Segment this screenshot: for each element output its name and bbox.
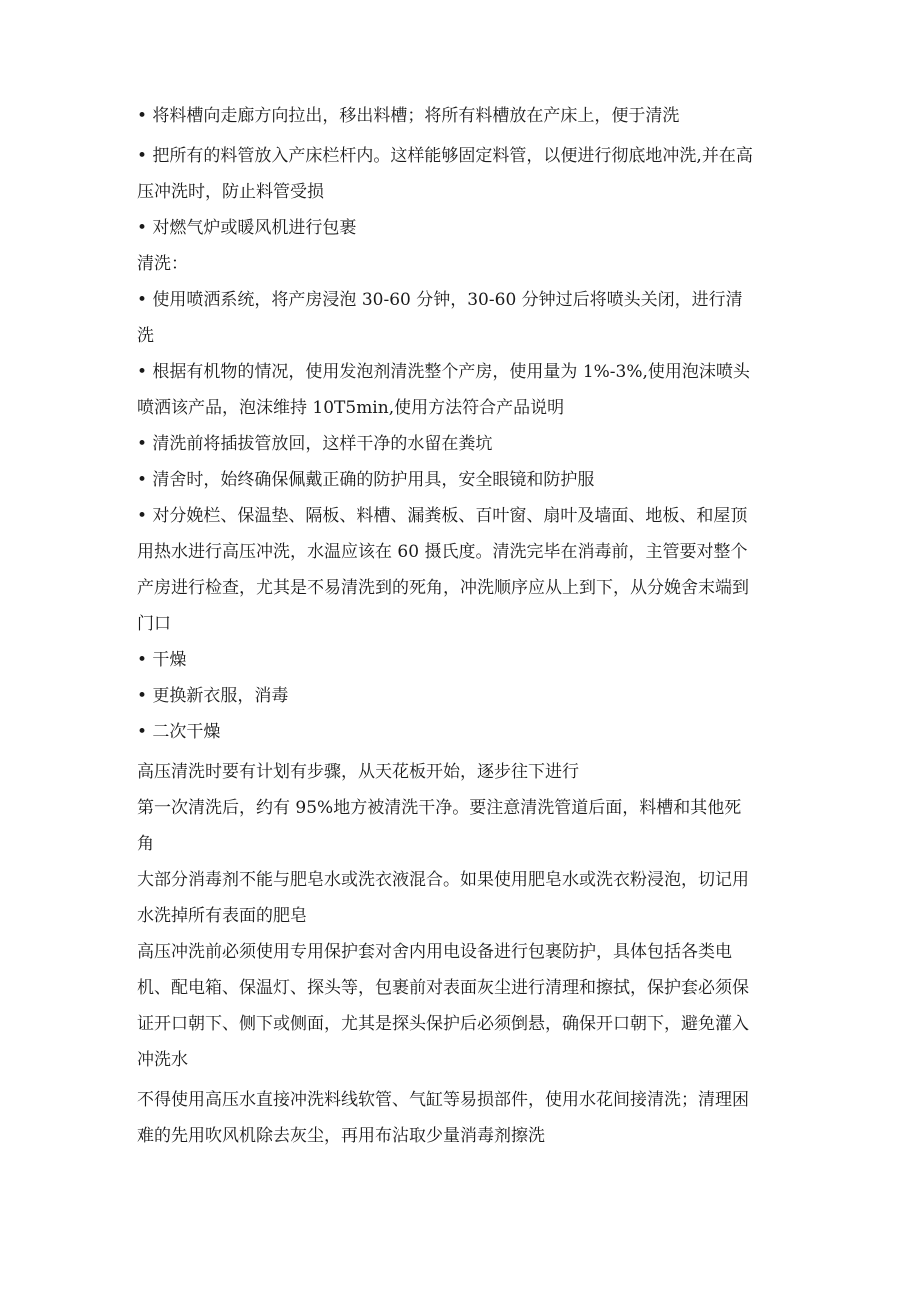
bullet-item: • 清舍时，始终确保佩戴正确的防护用具，安全眼镜和防护服 — [137, 470, 595, 490]
bullet-item: • 根据有机物的情况，使用发泡剂清洗整个产房，使用量为 1%-3%,使用泡沫喷头喷洒该产品，泡沫维持 10T5min,使用方法符合产品说明 — [137, 362, 750, 418]
bullet-item: • 将料槽向走廊方向拉出，移出料槽；将所有料槽放在产床上，便于清洗 — [137, 106, 680, 126]
paragraph: 高压冲洗前必须使用专用保护套对舍内用电设备进行包裹防护，具体包括各类电机、配电箱、保温灯、探头等，包裹前对表面灰尘进行清理和擦拭，保护套必须保证开口朝下、侧下或侧面，尤其是探头保护后必须倒悬，确保开口朝下，避免灌入冲洗水 — [137, 942, 749, 1070]
paragraph: 不得使用高压水直接冲洗料线软管、气缸等易损部件，使用水花间接清洗；清理困难的先用吹风机除去灰尘，再用布沾取少量消毒剂擦洗 — [137, 1090, 749, 1146]
bullet-item: • 清洗前将插拔管放回，这样干净的水留在粪坑 — [137, 434, 493, 454]
document-body — [137, 98, 757, 1154]
bullet-item: • 对燃气炉或暖风机进行包裹 — [137, 218, 357, 238]
paragraph: 第一次清洗后，约有 95%地方被清洗干净。要注意清洗管道后面，料槽和其他死角 — [137, 798, 742, 854]
bullet-item: • 干燥 — [137, 650, 187, 670]
bullet-item: • 更换新衣服，消毒 — [137, 686, 289, 706]
paragraph: 大部分消毒剂不能与肥皂水或洗衣液混合。如果使用肥皂水或洗衣粉浸泡，切记用水洗掉所有表面的肥皂 — [137, 870, 749, 926]
bullet-item: • 对分娩栏、保温垫、隔板、料槽、漏粪板、百叶窗、扇叶及墙面、地板、和屋顶用热水进行高压冲洗，水温应该在 60 摄氏度。清洗完毕在消毒前，主管要对整个产房进行检查，尤其是不易清洗到的死角，冲洗顺序应从上到下，从分娩舍末端到门口 — [137, 506, 749, 634]
section-heading: 清洗： — [137, 254, 188, 274]
bullet-item: • 把所有的料管放入产床栏杆内。这样能够固定料管，以便进行彻底地冲洗,并在高压冲洗时，防止料管受损 — [137, 146, 753, 202]
bullet-item: • 二次干燥 — [137, 722, 221, 742]
bullet-item: • 使用喷洒系统，将产房浸泡 30-60 分钟，30-60 分钟过后将喷头关闭，进行清洗 — [137, 290, 743, 346]
paragraph: 高压清洗时要有计划有步骤，从天花板开始，逐步往下进行 — [137, 762, 579, 782]
